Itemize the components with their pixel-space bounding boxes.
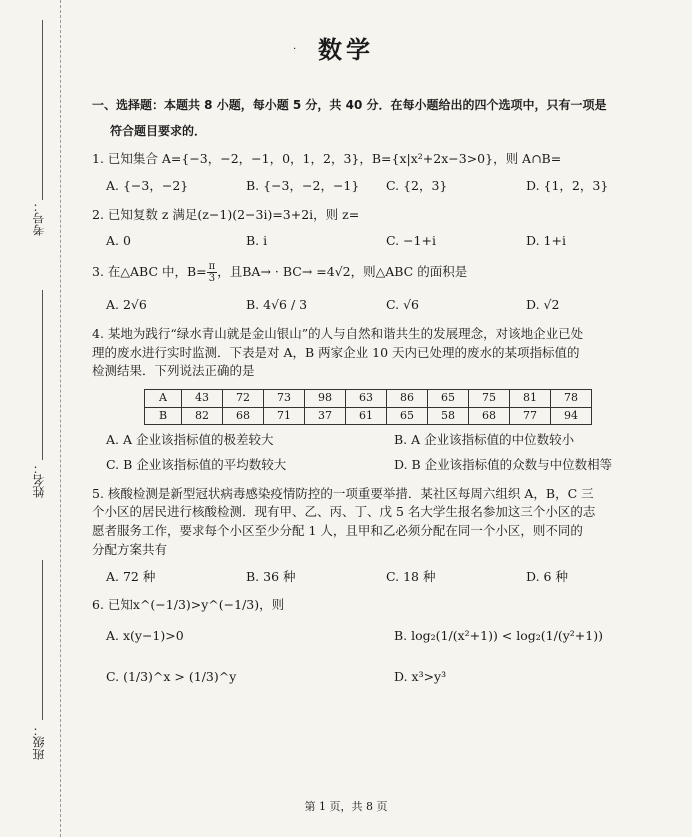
option-a: A. {−3，−2} <box>106 177 189 193</box>
question-area <box>92 96 652 687</box>
table-cell: 61 <box>346 407 387 425</box>
table-cell: 78 <box>551 390 592 408</box>
table-row <box>145 390 592 408</box>
option-row <box>106 627 652 646</box>
exam-no-label: 考号： <box>32 200 46 236</box>
table-cell: 65 <box>387 407 428 425</box>
stem-part-a: 3. 在△ABC 中，B= <box>92 264 207 279</box>
question-3 <box>92 261 652 315</box>
table-cell: 82 <box>182 407 223 425</box>
table-cell: B <box>145 407 182 425</box>
table-cell: 58 <box>428 407 469 425</box>
data-table <box>144 389 592 425</box>
stem-line: 愿者服务工作，要求每个小区至少分配 1 人，且甲和乙必须分配在同一个小区，则不同的 <box>92 523 583 538</box>
stem-part-b: ，且BA→ · BC→ =4√2，则△ABC 的面积是 <box>217 264 468 279</box>
table-cell: 65 <box>428 390 469 408</box>
option-a: A. 72 种 <box>106 568 156 584</box>
stem-line: 4. 某地为践行“绿水青山就是金山银山”的人与自然和谐共生的发展理念，对该地企业已处 <box>92 325 584 341</box>
question-stem: 6. 已知x^(−1/3)>y^(−1/3)，则 <box>92 597 285 613</box>
option-b: B. 36 种 <box>246 568 296 584</box>
fraction <box>207 261 218 284</box>
option-c: C. 18 种 <box>386 568 436 584</box>
table-cell: A <box>145 390 182 408</box>
stem-line: 个小区的居民进行核酸检测．现有甲、乙、丙、丁、戊 5 名大学生报名参加这三个小区的志 <box>92 504 596 520</box>
class-label: 班级： <box>32 724 46 760</box>
question-stem: 1. 已知集合 A={−3，−2，−1，0，1，2，3}，B={x|x²+2x−3>0}，则 A∩B= <box>92 151 562 166</box>
option-d: D. B 企业该指标值的众数与中位数相等 <box>394 456 613 472</box>
stem-line: 5. 核酸检测是新型冠状病毒感染疫情防控的一项重要举措．某社区每周六组织 A，B，C 三 <box>92 485 594 501</box>
option-d: D. 6 种 <box>526 568 568 584</box>
question-stem: 2. 已知复数 z 满足(z−1)(2−3i)=3+2i，则 z= <box>92 206 360 222</box>
table-cell: 68 <box>469 407 510 425</box>
table-cell: 71 <box>264 407 305 425</box>
table-cell: 98 <box>305 390 346 408</box>
table-cell: 72 <box>223 390 264 408</box>
table-cell: 68 <box>223 407 264 425</box>
name-label: 姓名： <box>32 462 46 498</box>
question-2 <box>92 206 652 252</box>
option-c: C. −1+i <box>386 233 436 249</box>
table-cell: 43 <box>182 390 223 408</box>
option-row <box>106 568 652 587</box>
table-row <box>145 407 592 425</box>
question-1 <box>92 150 652 196</box>
question-6 <box>92 596 652 686</box>
table-cell: 37 <box>305 407 346 425</box>
section-heading-line2: 符合题目要求的． <box>110 124 207 138</box>
fraction-denominator: 3 <box>208 273 216 284</box>
stem-line: 分配方案共有 <box>92 541 168 557</box>
option-c: C. √6 <box>386 297 419 312</box>
option-b: B. 4√6 / 3 <box>246 297 308 312</box>
option-row <box>106 668 652 687</box>
stem-line: 理的废水进行实时监测．下表是对 A，B 两家企业 10 天内已处理的废水的某项指标值的 <box>92 344 580 360</box>
stray-dot: · <box>293 44 297 55</box>
table-cell: 86 <box>387 390 428 408</box>
option-a: A. A 企业该指标值的极差较大 <box>106 432 274 447</box>
fraction-numerator: π <box>208 261 216 272</box>
option-d: D. {1，2，3} <box>526 177 609 193</box>
option-row <box>106 177 652 196</box>
option-c: C. B 企业该指标值的平均数较大 <box>106 456 287 472</box>
table-cell: 94 <box>551 407 592 425</box>
question-stem <box>92 261 652 284</box>
page-title: 数学 <box>318 36 374 64</box>
section-heading <box>92 96 652 140</box>
option-row <box>106 431 652 450</box>
option-a: A. 2√6 <box>106 297 147 312</box>
option-b: B. log₂(1/(x²+1)) < log₂(1/(y²+1)) <box>394 628 603 643</box>
table-cell: 63 <box>346 390 387 408</box>
option-row <box>106 232 652 251</box>
section-heading-line1: 一、选择题：本题共 8 小题，每小题 5 分，共 40 分．在每小题给出的四个选项中，只有一项是 <box>92 98 607 112</box>
option-b: B. i <box>246 233 268 249</box>
binding-line <box>60 0 61 837</box>
option-row <box>106 456 652 475</box>
option-a: A. x(y−1)>0 <box>106 628 184 643</box>
option-d: D. x³>y³ <box>394 668 447 684</box>
class-blank <box>42 560 43 720</box>
stem-line: 检测结果．下列说法正确的是 <box>92 363 255 379</box>
option-row <box>106 296 652 315</box>
table-cell: 75 <box>469 390 510 408</box>
table-cell: 77 <box>510 407 551 425</box>
option-a: A. 0 <box>106 233 131 249</box>
option-d: D. √2 <box>526 297 560 312</box>
option-b: B. A 企业该指标值的中位数较小 <box>394 432 575 447</box>
page-footer: 第 1 页，共 8 页 <box>304 800 388 813</box>
question-5 <box>92 485 652 587</box>
option-b: B. {−3，−2，−1} <box>246 177 360 193</box>
option-c: C. {2，3} <box>386 177 448 193</box>
option-c: C. (1/3)^x > (1/3)^y <box>106 668 237 684</box>
table-cell: 73 <box>264 390 305 408</box>
question-4 <box>92 325 652 475</box>
option-d: D. 1+i <box>526 233 566 249</box>
name-blank <box>42 290 43 460</box>
table-cell: 81 <box>510 390 551 408</box>
